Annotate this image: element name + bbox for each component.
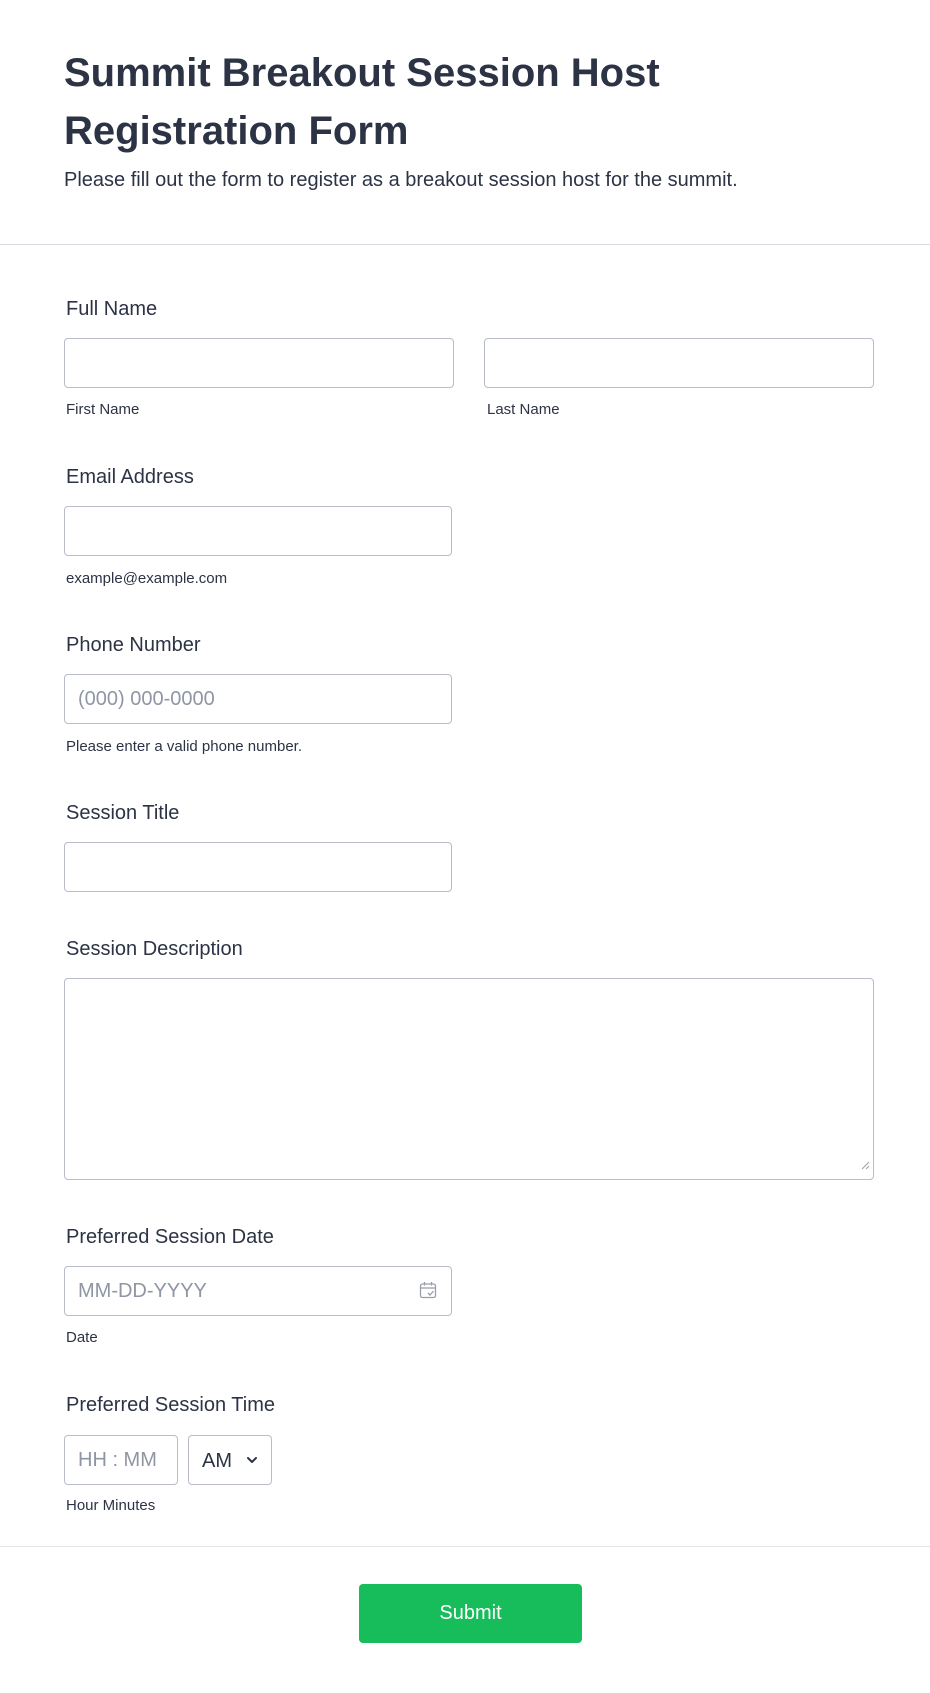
form-header (0, 0, 930, 245)
last-name-input[interactable] (484, 338, 874, 388)
first-name-input[interactable] (64, 338, 454, 388)
chevron-down-icon (246, 1455, 258, 1465)
session-title-input[interactable] (64, 842, 452, 892)
footer-divider (0, 1546, 930, 1547)
full-name-label: Full Name (66, 298, 158, 320)
email-input[interactable] (64, 506, 452, 556)
ampm-select[interactable] (188, 1435, 272, 1485)
session-date-input[interactable] (64, 1266, 452, 1316)
email-label: Email Address (66, 466, 194, 488)
phone-label: Phone Number (66, 634, 201, 656)
session-description-label: Session Description (66, 938, 243, 960)
first-name-sublabel: First Name (66, 401, 140, 418)
session-time-sublabel: Hour Minutes (66, 1497, 156, 1514)
session-time-label: Preferred Session Time (66, 1394, 275, 1416)
session-date-label: Preferred Session Date (66, 1226, 274, 1248)
form-title: Summit Breakout Session Host Registration Form (64, 51, 660, 153)
session-date-sublabel: Date (66, 1329, 98, 1346)
ampm-selected-value: AM (202, 1450, 232, 1472)
session-description-textarea[interactable] (64, 978, 874, 1180)
session-time-input[interactable] (64, 1435, 178, 1485)
phone-input[interactable] (64, 674, 452, 724)
session-title-label: Session Title (66, 802, 180, 824)
form-subtitle: Please fill out the form to register as a breakout session host for the summit. (64, 169, 738, 191)
last-name-sublabel: Last Name (487, 401, 560, 418)
phone-sublabel: Please enter a valid phone number. (66, 738, 302, 755)
email-sublabel: example@example.com (66, 570, 228, 587)
submit-button[interactable]: Submit (359, 1584, 582, 1643)
resize-grip-icon[interactable] (860, 1160, 870, 1170)
calendar-icon[interactable] (419, 1281, 437, 1299)
